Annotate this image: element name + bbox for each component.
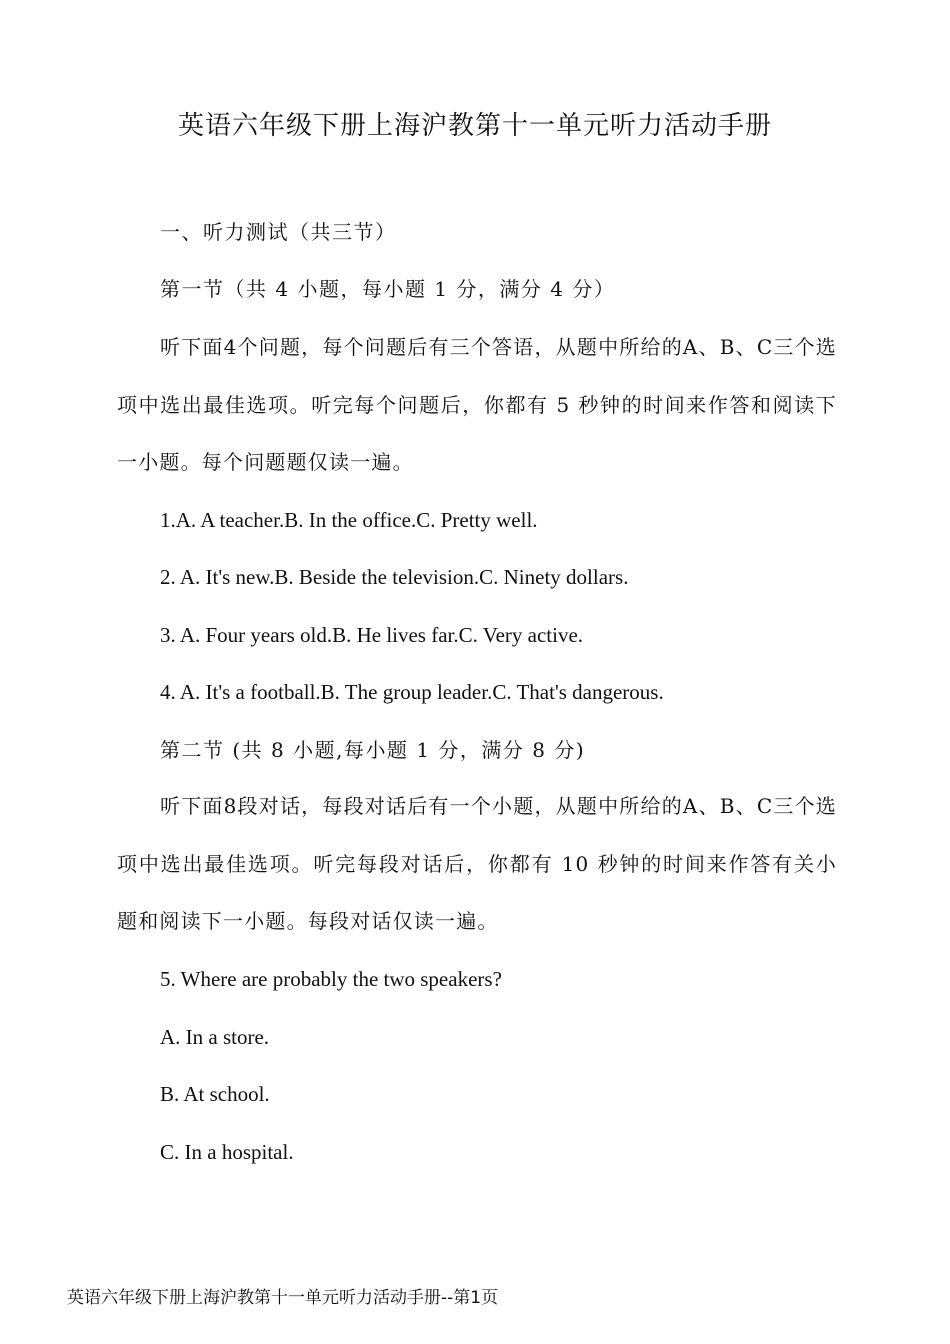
question-5-option-c: C. In a hospital.	[160, 1140, 294, 1164]
question-2: 2. A. It's new.B. Beside the television.C. Ninety dollars.	[160, 565, 629, 589]
part-heading: 一、听力测试（共三节）	[160, 220, 397, 244]
section2-heading: 第二节 (共 8 小题,每小题 1 分，满分 8 分)	[160, 738, 586, 762]
page-title: 英语六年级下册上海沪教第十一单元听力活动手册	[177, 111, 772, 141]
question-5-option-a: A. In a store.	[160, 1025, 270, 1049]
question-4: 4. A. It's a football.B. The group leader.C. That's dangerous.	[160, 680, 664, 704]
section1-instructions: 听下面4个问题，每个问题后有三个答语，从题中所给的A、B、C三个选项中选出最佳选项。听完每个问题后，你都有 5 秒钟的时间来作答和阅读下一小题。每个问题题仅读一遍。	[117, 335, 837, 474]
section1-heading: 第一节（共 4 小题，每小题 1 分，满分 4 分）	[160, 277, 616, 301]
page-footer: 英语六年级下册上海沪教第十一单元听力活动手册--第1页	[67, 1288, 499, 1308]
question-5-stem: 5. Where are probably the two speakers?	[160, 967, 502, 991]
question-5-option-b: B. At school.	[160, 1082, 270, 1106]
question-3: 3. A. Four years old.B. He lives far.C. Very active.	[160, 623, 584, 647]
question-1: 1.A. A teacher.B. In the office.C. Pretty well.	[160, 508, 538, 532]
section2-instructions: 听下面8段对话，每段对话后有一个小题，从题中所给的A、B、C三个选项中选出最佳选项。听完每段对话后，你都有 10 秒钟的时间来作答有关小题和阅读下一小题。每段对话仅读一遍。	[117, 794, 837, 933]
